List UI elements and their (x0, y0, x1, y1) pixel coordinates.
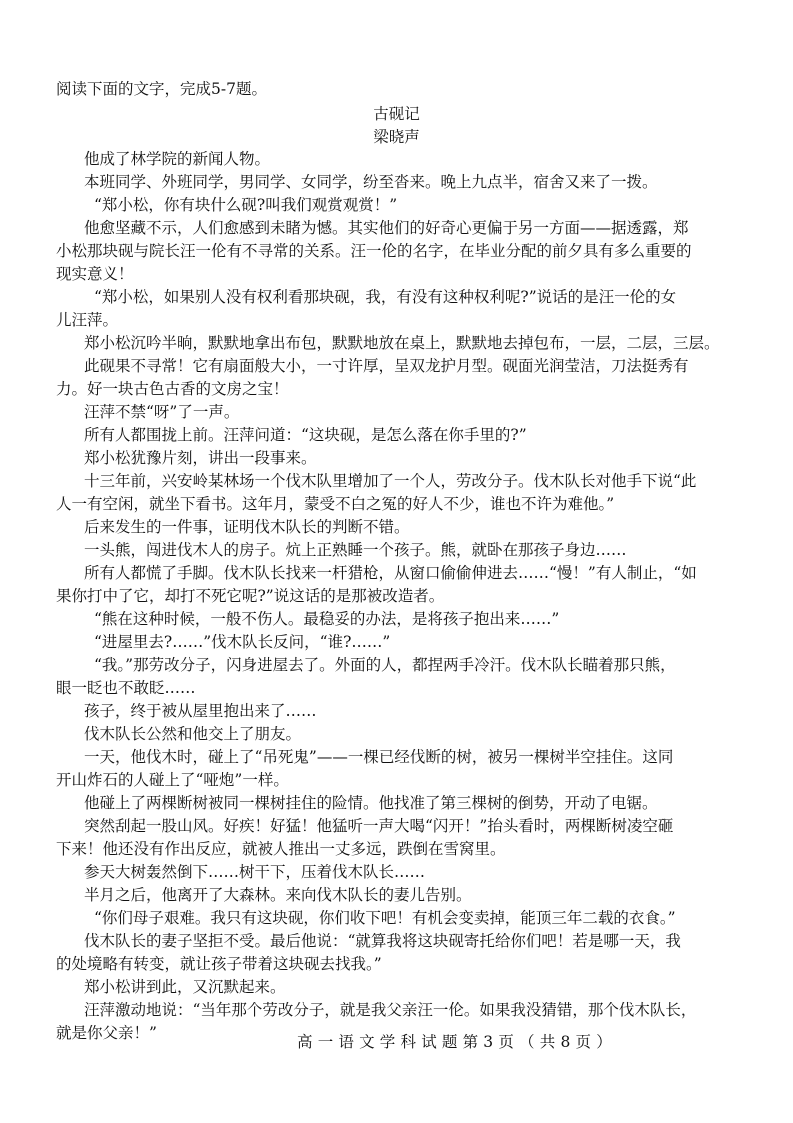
passage-line: “郑小松，你有块什么砚?叫我们观赏观赏！” (94, 196, 398, 214)
passage-line: 他愈坚藏不示，人们愈感到未睹为憾。其实他们的好奇心更偏于另一方面——据透露，郑 (84, 219, 689, 237)
passage-line: “进屋里去?……”伐木队长反问，“谁?……” (94, 633, 391, 651)
passage-line: 伐木队长的妻子坚拒不受。最后他说：“就算我将这块砚寄托给你们吧！若是哪一天，我 (84, 932, 681, 950)
passage-line: “你们母子艰难。我只有这块砚，你们收下吧！有机会变卖掉，能顶三年二载的衣食。” (94, 909, 676, 927)
passage-line: 儿汪萍。 (56, 311, 119, 329)
passage-line: 现实意义！ (56, 265, 134, 283)
passage-line: 力。好一块古色古香的文房之宝！ (56, 380, 289, 398)
passage-line: 一天，他伐木时，碰上了“吊死鬼”——一棵已经伐断的树，被另一棵树半空挂住。这同 (84, 748, 674, 766)
question-instruction: 阅读下面的文字，完成5-7题。 (56, 80, 267, 98)
passage-line: 郑小松讲到此，又沉默起来。 (84, 978, 286, 996)
passage-line: 所有人都围拢上前。汪萍问道：“这块砚，是怎么落在你手里的?” (84, 426, 527, 444)
passage-line: 汪萍激动地说：“当年那个劳改分子，就是我父亲汪一伦。如果我没猜错，那个伐木队长， (84, 1001, 697, 1019)
passage-line: 汪萍不禁“呀”了一声。 (84, 403, 240, 421)
page-footer: 高一语文学科试题第3页（共8页） (297, 1033, 617, 1051)
passage-line: “熊在这种时候，一般不伤人。最稳妥的办法，是将孩子抱出来……” (94, 610, 560, 628)
passage-line: 下来！他还没有作出反应，就被人推出一丈多远，跌倒在雪窝里。 (56, 840, 506, 858)
passage-line: 他碰上了两棵断树被同一棵树挂住的险情。他找准了第三棵树的倒势，开动了电锯。 (84, 794, 658, 812)
passage-line: 十三年前，兴安岭某林场一个伐木队里增加了一个人，劳改分子。伐木队长对他手下说“此 (84, 472, 697, 490)
passage-line: 果你打中了它，却打不死它呢?”说这话的是那被改造者。 (56, 587, 445, 605)
passage-line: 开山炸石的人碰上了“哑炮”一样。 (56, 771, 289, 789)
passage-line: “我。”那劳改分子，闪身进屋去了。外面的人，都捏两手冷汗。伐木队长瞄着那只熊， (94, 656, 676, 674)
passage-line: 他成了林学院的新闻人物。 (84, 150, 271, 168)
passage-line: 郑小松犹豫片刻，讲出一段事来。 (84, 449, 317, 467)
passage-line: 半月之后，他离开了大森林。来向伐木队长的妻儿告别。 (84, 886, 472, 904)
passage-line: 的处境略有转变，就让孩子带着这块砚去找我。” (56, 955, 382, 973)
passage-line: 孩子，终于被从屋里抱出来了…… (84, 702, 317, 720)
passage-line: 人一有空闲，就坐下看书。这年月，蒙受不白之冤的好人不少，谁也不许为难他。” (56, 495, 615, 513)
passage-line: 此砚果不寻常！它有扇面般大小，一寸许厚，呈双龙护月型。砚面光润莹洁，刀法挺秀有 (84, 357, 689, 375)
passage-line: 眼一眨也不敢眨…… (56, 679, 196, 697)
passage-author: 梁晓声 (373, 128, 420, 146)
passage-line: 伐木队长公然和他交上了朋友。 (84, 725, 302, 743)
passage-title: 古砚记 (373, 105, 420, 123)
passage-line: 郑小松沉吟半晌，默默地拿出布包，默默地放在桌上，默默地去掉包布，一层，二层，三层。 (84, 334, 720, 352)
passage-line: 小松那块砚与院长汪一伦有不寻常的关系。汪一伦的名字，在毕业分配的前夕具有多么重要的 (56, 242, 692, 260)
passage-line: 就是你父亲！” (56, 1024, 157, 1042)
passage-line: 后来发生的一件事，证明伐木队长的判断不错。 (84, 518, 410, 536)
passage-line: 所有人都慌了手脚。伐木队长找来一杆猎枪，从窗口偷偷伸进去……“慢！”有人制止，“如 (84, 564, 697, 582)
passage-line: 本班同学、外班同学，男同学、女同学，纷至沓来。晚上九点半，宿舍又来了一拨。 (84, 173, 658, 191)
passage-line: 突然刮起一股山风。好疾！好猛！他猛听一声大喝“闪开！”抬头看时，两棵断树凌空砸 (84, 817, 674, 835)
passage-line: 参天大树轰然倒下……树干下，压着伐木队长…… (84, 863, 426, 881)
passage-line: “郑小松，如果别人没有权利看那块砚，我，有没有这种权利呢?”说话的是汪一伦的女 (94, 288, 677, 306)
passage-line: 一头熊，闯进伐木人的房子。炕上正熟睡一个孩子。熊，就卧在那孩子身边…… (84, 541, 627, 559)
